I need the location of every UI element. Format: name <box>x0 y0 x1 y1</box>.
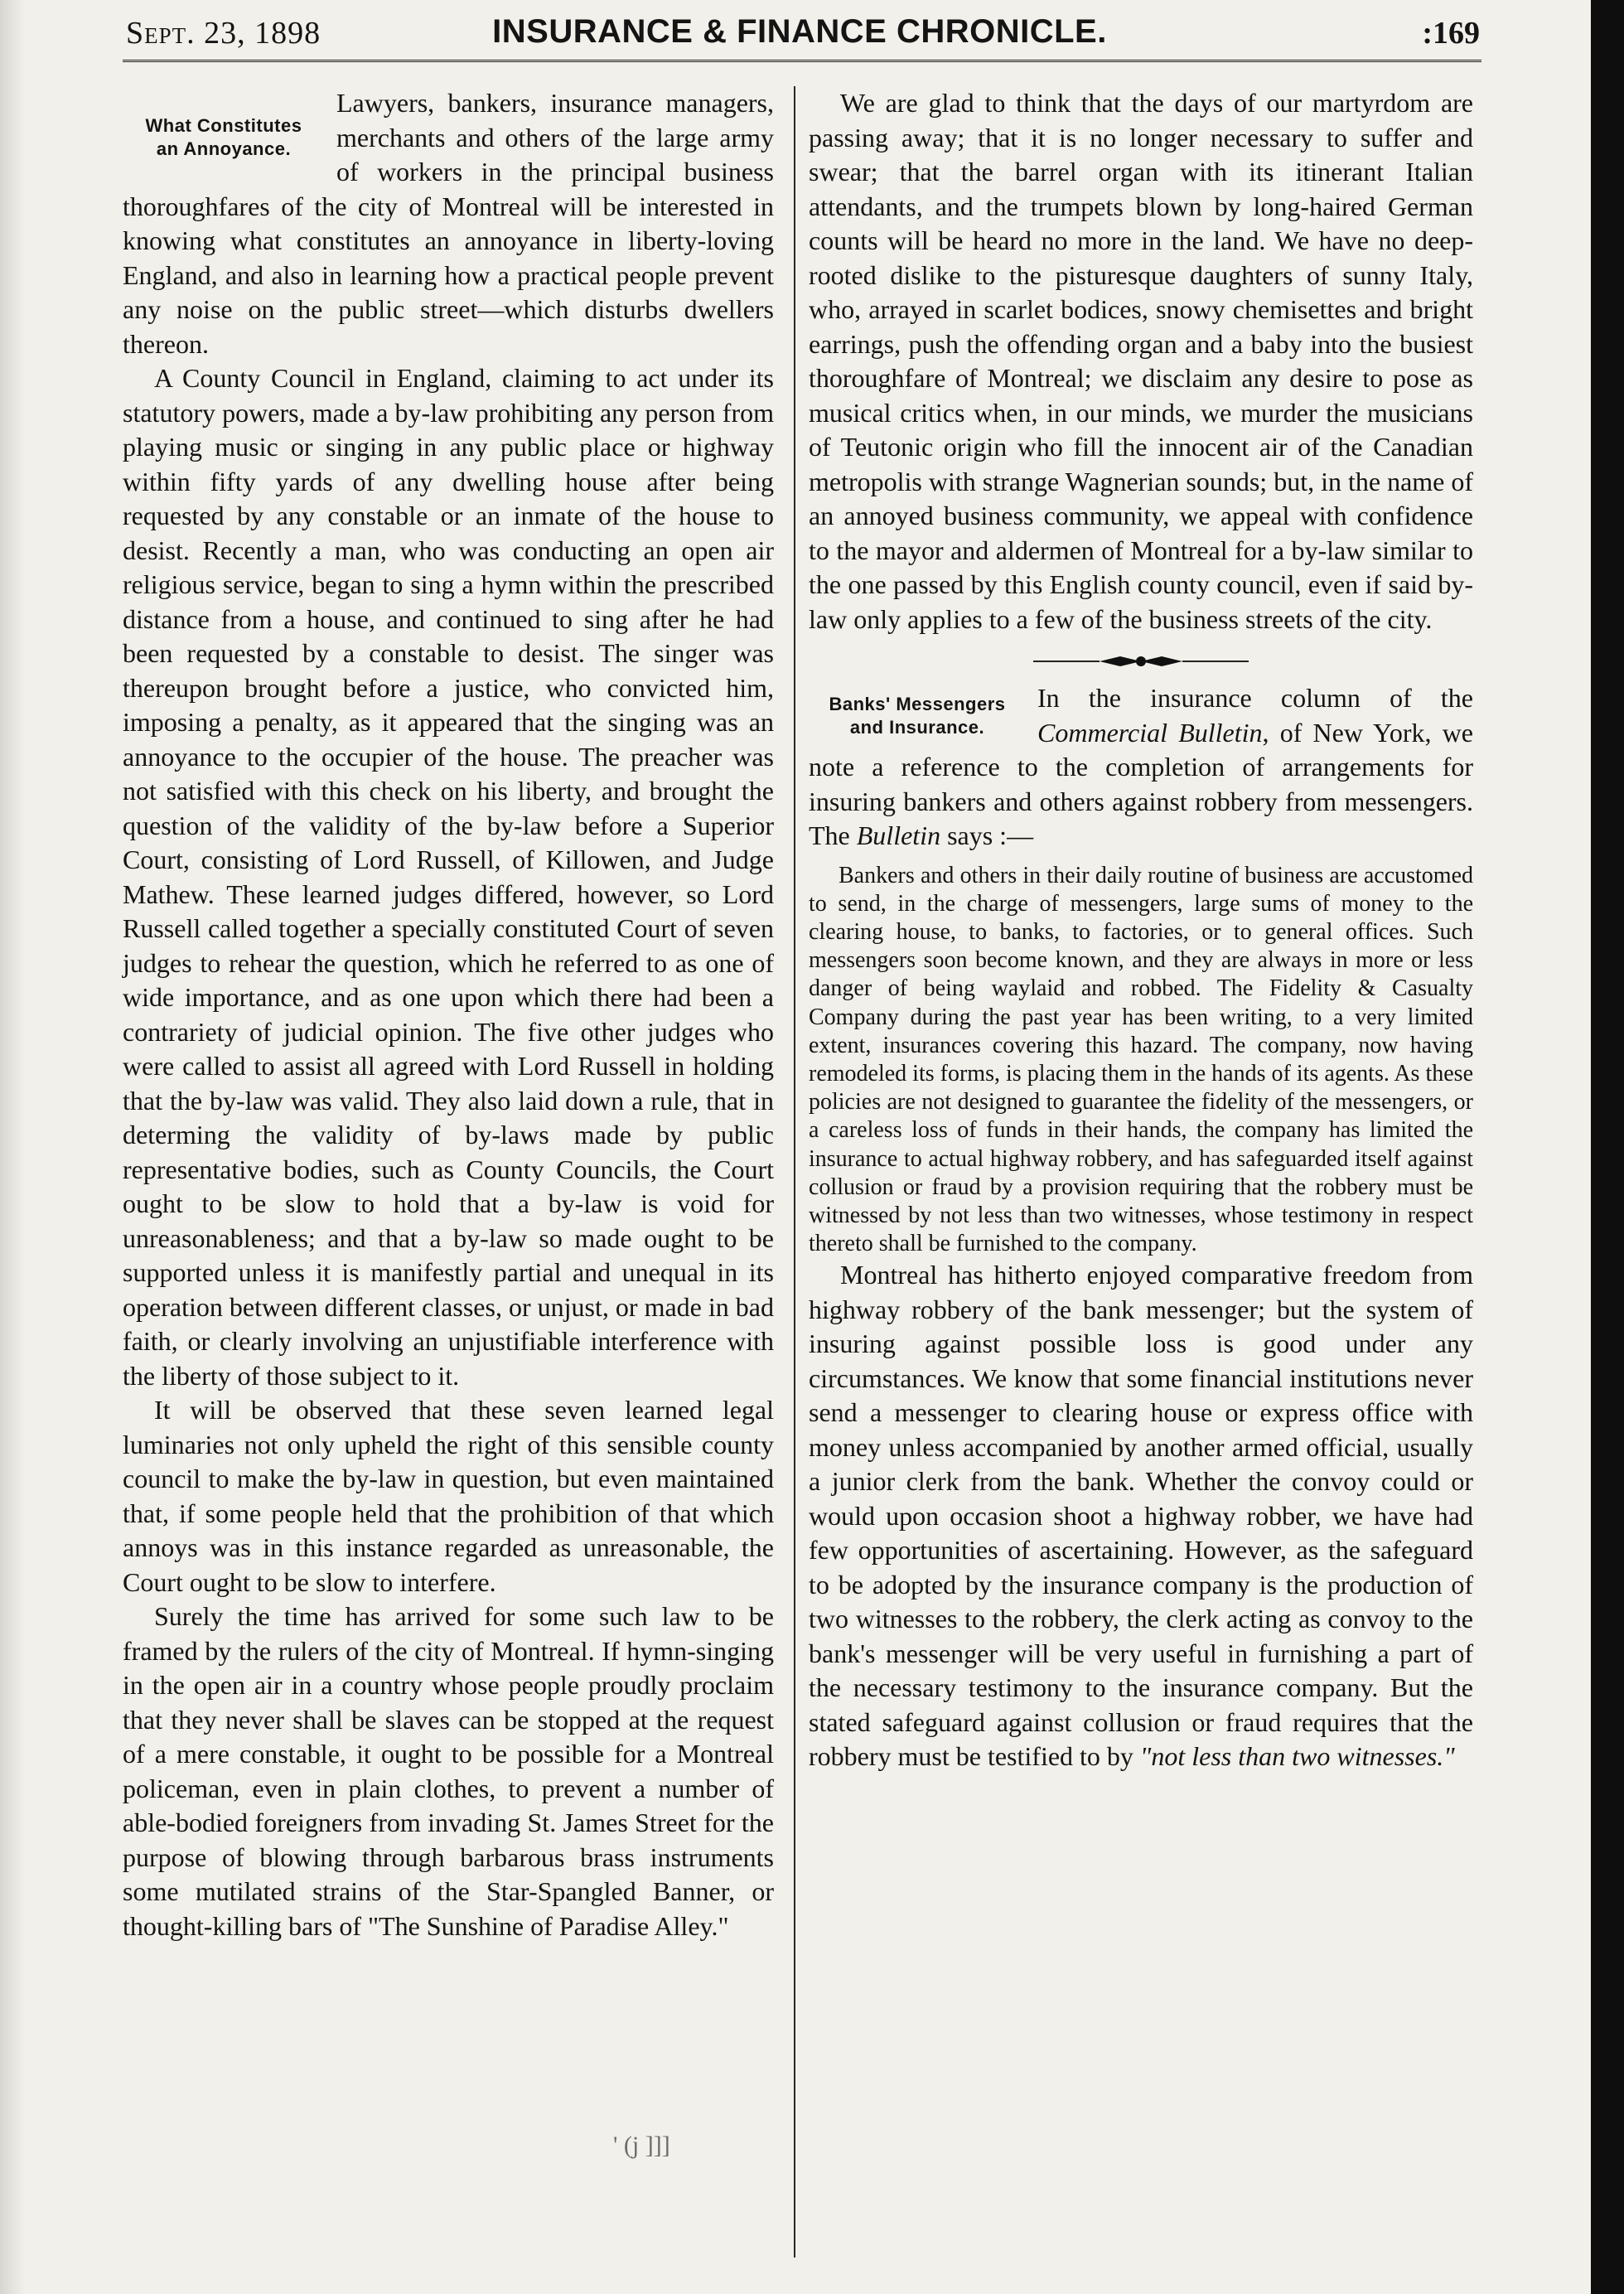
running-header <box>0 12 1574 55</box>
scan-shadow <box>0 0 25 2294</box>
quoted-paragraph: Bankers and others in their daily routine of business are accustomed to send, in the charge of messengers, large sums of money to the clearing house, to banks, to factories, or to general offices. Such messengers soon become known, and they are always in more or less danger of being waylaid and robbed. The Fidelity & Casualty Company during the past year has been writing, to a very limited extent, insurances covering this hazard. The company, now having remodeled its forms, is placing them in the hands of its agents. As these policies are not designed to guarantee the fidelity of the messengers, or a careless loss of funds in their hands, the company has limited the insurance to actual highway robbery, and has safeguarded itself against collusion or fraud by a provision requiring that the robbery must be witnessed by not less than two witnesses, whose testimony in respect thereto shall be furnished to the company. <box>809 862 1473 1257</box>
text-run: In the insurance column of the <box>1037 683 1473 713</box>
paragraph <box>809 1258 1473 1774</box>
text-run: Montreal has hitherto enjoyed comparative freedom from highway robbery of the bank messenger; but the system of insuring against possible loss is good under any circumstances. We know that some financial institutions never send a messenger to clearing house or express office with money unless accompanied by another armed official, usually a junior clerk from the bank. Whether the convoy could or would upon occasion shoot a highway robber, we have had few opportunities of ascertaining. However, as the safeguard to be adopted by the insurance company is the production of two witnesses to the robbery, the clerk acting as convoy to the bank's messenger will be very useful in furnishing a part of the necessary testimony to the insurance company. But the stated safeguard against collusion or fraud requires that the robbery must be testified to by <box>809 1260 1473 1772</box>
dash-ornament-icon <box>1033 649 1249 674</box>
header-date: Sept. 23, 1898 <box>126 16 321 51</box>
publication-name: Commercial Bulletin <box>1037 717 1263 748</box>
section-ornament <box>809 648 1473 676</box>
emphasis-quote: "not less than two witnesses." <box>1139 1741 1455 1772</box>
page-number: :169 <box>1422 16 1480 51</box>
paragraph: It will be observed that these seven learned legal luminaries not only upheld the right of this sensible county council to make the by-law in question, but even maintained that, if some people held that the prohibition of that which annoys was in this instance regarded as unreasonable, the Court ought to be slow to interfere. <box>123 1395 774 1597</box>
publication-name: Bulletin <box>856 820 941 850</box>
side-heading-line-1: Banks' Messengers <box>829 694 1006 714</box>
side-heading-line-2: and Insurance. <box>849 717 985 738</box>
text-run: , of New York, we note a reference to the completion of arrangements for insuring bankers and others against robbery from messengers. The <box>809 717 1474 850</box>
side-heading-annoyance <box>123 114 325 161</box>
publication-title: INSURANCE & FINANCE CHRONICLE. <box>492 13 1107 50</box>
header-rule <box>123 60 1481 62</box>
scan-border <box>1591 0 1624 2294</box>
side-heading-line-2: an Annoyance. <box>156 138 292 159</box>
page-mark: ' (j ]]] <box>613 2132 670 2159</box>
text-run: says :— <box>940 820 1034 850</box>
paragraph: A County Council in England, claiming to act under its statutory powers, made a by-law prohibiting any person from playing music or singing in any public place or highway within fifty yards of any dwelling house after being requested by any constable or an inmate of the house to desist. Recently a man, who was conducting an open air religious service, began to sing a hymn within the prescribed distance from a house, and continued to sing after he had been requested by a constable to desist. The singer was thereupon brought before a justice, who convicted him, imposing a penalty, as it appeared that the singing was an annoyance to the occupier of the house. The preacher was not satisfied with this check on his liberty, and brought the question of the validity of the by-law before a Superior Court, consisting of Lord Russell, of Killowen, and Judge Mathew. These learned judges differed, however, so Lord Russell called together a specially constituted Court of seven judges to rehear the question, which he referred to as one of wide importance, and as one upon which there had been a contrariety of judicial opinion. The five other judges who were called to assist all agreed with Lord Russell in holding that the by-law was valid. They also laid down a rule, that in determing the validity of by-laws made by public representative bodies, such as County Councils, the Court ought to be slow to hold that a by-law is void for unreasonableness; and that a by-law so made ought to be supported unless it is manifestly partial and unequal in its operation between different classes, or unjust, or made in bad faith, or clearly involving an unjustifiable interference with the liberty of those subject to it. <box>123 363 774 1391</box>
left-column <box>123 86 774 1943</box>
right-column <box>809 86 1473 1774</box>
quoted-extract <box>809 862 1473 1259</box>
paragraph: We are glad to think that the days of our martyrdom are passing away; that it is no longer necessary to suffer and swear; that the barrel organ with its itinerant Italian attendants, and the trumpets blown by long-haired German counts will be heard no more in the land. We have no deep-rooted dislike to the pisturesque daughters of sunny Italy, who, arrayed in scarlet bodices, snowy chemisettes and bright earrings, push the offending organ and a baby into the busiest thoroughfare of Montreal; we disclaim any desire to pose as musical critics when, in our minds, we murder the musicians of Teutonic origin who fill the innocent air of the Canadian metropolis with strange Wagnerian sounds; but, in the name of an annoyed business community, we appeal with confidence to the mayor and aldermen of Montreal for a by-law similar to the one passed by this English county council, even if said by-law only applies to a few of the business streets of the city. <box>809 88 1474 634</box>
paragraph: Surely the time has arrived for some such law to be framed by the rulers of the city of Montreal. If hymn-singing in the open air in a country whose people proudly proclaim that they never shall be slaves can be stopped at the request of a mere constable, it ought to be possible for a Montreal policeman, even in plain clothes, to prevent a number of able-bodied foreigners from invading St. James Street for the purpose of blowing through barbarous brass instruments some mutilated strains of the Star-Spangled Banner, or thought-killing bars of "The Sunshine of Paradise Alley." <box>123 1601 774 1941</box>
paragraph: Lawyers, bankers, insurance managers, merchants and others of the large army of workers in the principal business thoroughfares of the city of Montreal will be interested in knowing what constitutes an annoyance in liberty-loving England, and also in learning how a practical people prevent any noise on the public street—which disturbs dwellers thereon. <box>123 88 774 359</box>
side-heading-messengers <box>809 693 1026 739</box>
column-rule <box>794 86 795 2258</box>
side-heading-line-1: What Constitutes <box>145 115 302 136</box>
